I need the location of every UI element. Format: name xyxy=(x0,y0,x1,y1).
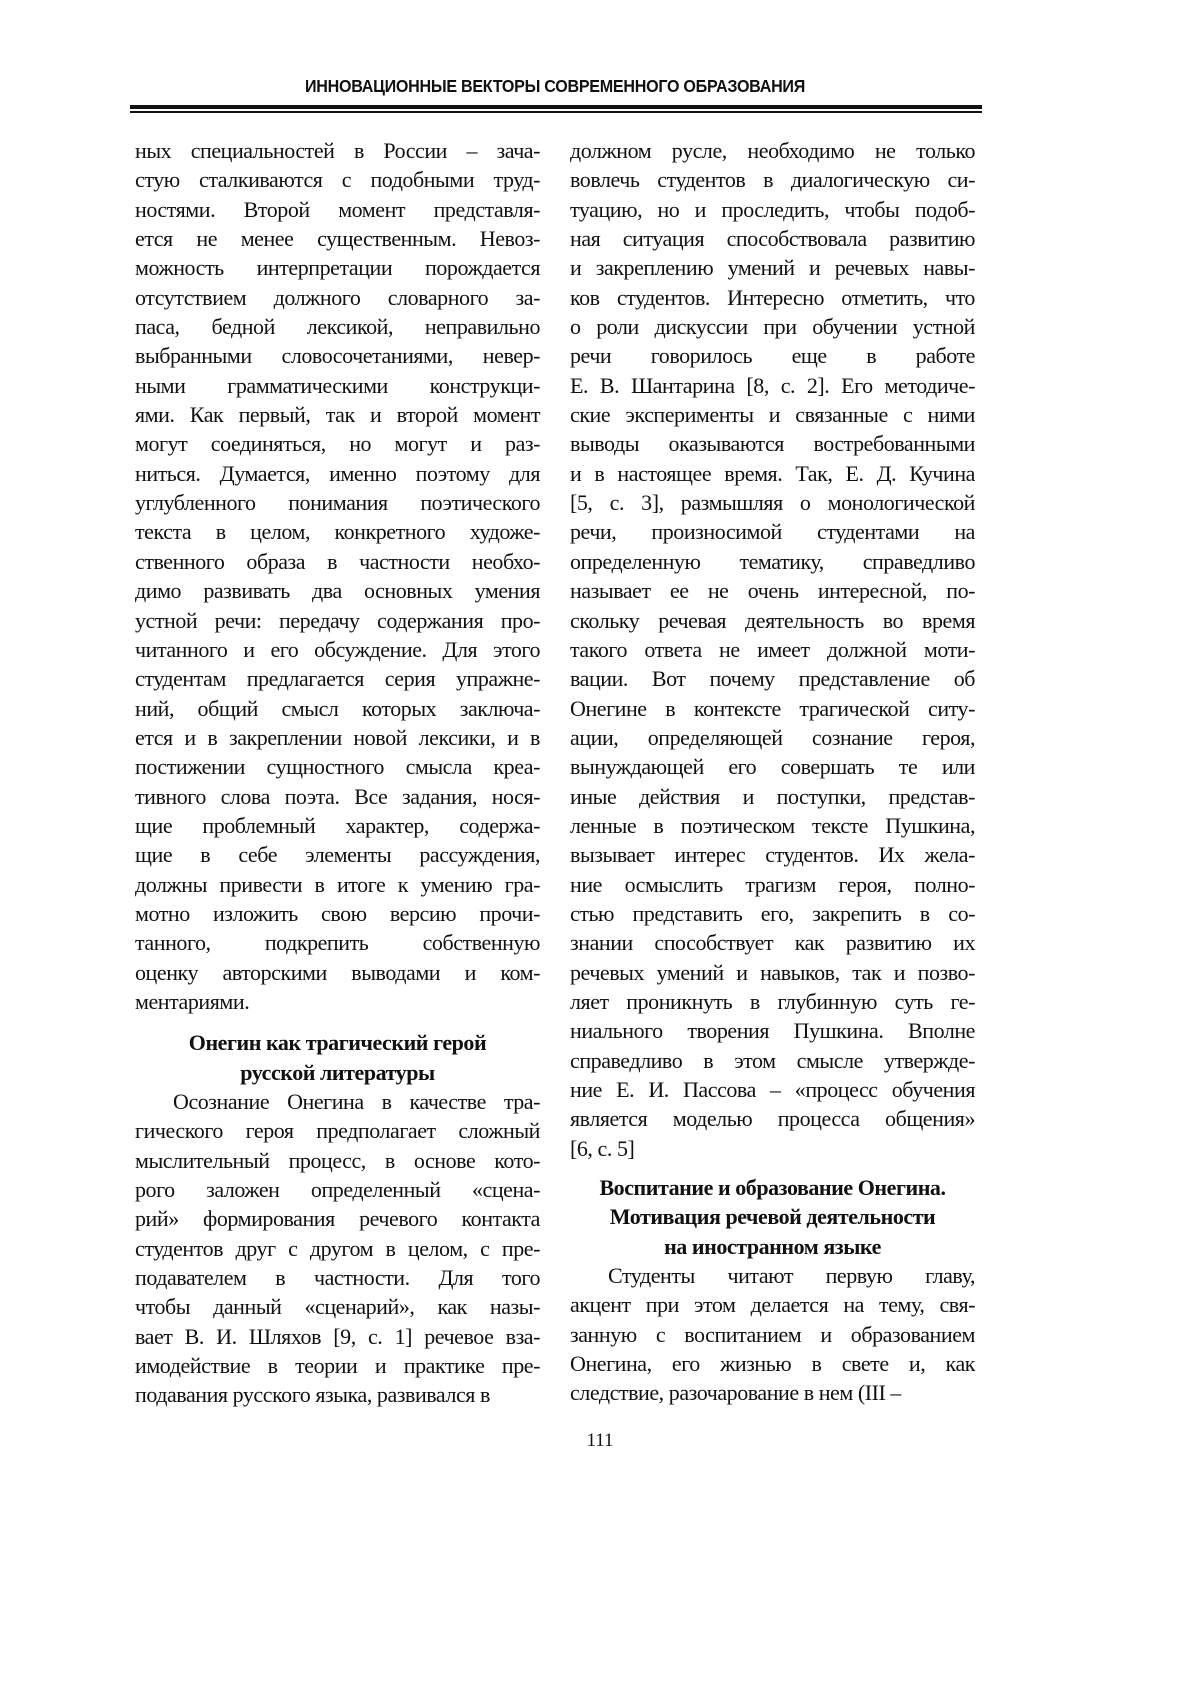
text-line: постижении сущностного смысла креа- xyxy=(135,752,540,781)
text-line: ские эксперименты и связанные с ними xyxy=(570,400,975,429)
text-line: ние осмыслить трагизм героя, полно- xyxy=(570,870,975,899)
text-line: рий» формирования речевого контакта xyxy=(135,1204,540,1233)
text-line: мотно изложить свою версию прочи- xyxy=(135,899,540,928)
text-line: вает В. И. Шляхов [9, с. 1] речевое вза- xyxy=(135,1322,540,1351)
text-line: должном русле, необходимо не только xyxy=(570,136,975,165)
text-line: студентам предлагается серия упражне- xyxy=(135,664,540,693)
text-line: вынуждающей его совершать те или xyxy=(570,752,975,781)
header-rule-thin xyxy=(130,111,982,113)
paragraph xyxy=(570,1261,975,1408)
left-column xyxy=(135,136,540,1410)
spacer xyxy=(135,1016,540,1028)
text-line: и закреплению умений и речевых навы- xyxy=(570,253,975,282)
text-line: ется и в закреплении новой лексики, и в xyxy=(135,723,540,752)
text-line: студентов друг с другом в целом, с пре- xyxy=(135,1234,540,1263)
text-line: ляет проникнуть в глубинную суть ге- xyxy=(570,987,975,1016)
text-line: Осознание Онегина в качестве тра- xyxy=(135,1087,540,1116)
text-line: ации, определяющей сознание героя, xyxy=(570,723,975,752)
text-line: справедливо в этом смысле утвержде- xyxy=(570,1046,975,1075)
header-rule-thick xyxy=(130,105,982,109)
text-line: [5, с. 3], размышляя о монологической xyxy=(570,488,975,517)
text-line: ных специальностей в России – зача- xyxy=(135,136,540,165)
text-line: гического героя предполагает сложный xyxy=(135,1116,540,1145)
text-line: ниального творения Пушкина. Вполне xyxy=(570,1016,975,1045)
text-line: чтобы данный «сценарий», как назы- xyxy=(135,1292,540,1321)
text-line: имодействие в теории и практике пре- xyxy=(135,1351,540,1380)
text-line: ными грамматическими конструкци- xyxy=(135,371,540,400)
text-line: ственного образа в частности необхо- xyxy=(135,547,540,576)
text-line: вовлечь студентов в диалогическую си- xyxy=(570,165,975,194)
text-line: ков студентов. Интересно отметить, что xyxy=(570,283,975,312)
text-line: рого заложен определенный «сцена- xyxy=(135,1175,540,1204)
text-line: иные действия и поступки, представ- xyxy=(570,782,975,811)
text-line: димо развивать два основных умения xyxy=(135,576,540,605)
heading-line: Онегин как трагический герой xyxy=(135,1028,540,1057)
text-line: о роли дискуссии при обучении устной xyxy=(570,312,975,341)
text-line: ленные в поэтическом тексте Пушкина, xyxy=(570,811,975,840)
text-line: Студенты читают первую главу, xyxy=(570,1261,975,1290)
text-line: стую сталкиваются с подобными труд- xyxy=(135,165,540,194)
text-line: мыслительный процесс, в основе кото- xyxy=(135,1146,540,1175)
text-line: туацию, но и проследить, чтобы подоб- xyxy=(570,195,975,224)
text-line: отсутствием должного словарного за- xyxy=(135,283,540,312)
text-line: можность интерпретации порождается xyxy=(135,253,540,282)
text-line: вызывает интерес студентов. Их жела- xyxy=(570,840,975,869)
heading-line: Воспитание и образование Онегина. xyxy=(570,1173,975,1202)
running-header: ИННОВАЦИОННЫЕ ВЕКТОРЫ СОВРЕМЕННОГО ОБРАЗОВАНИЯ xyxy=(164,76,946,97)
text-line: такого ответа не имеет должной моти- xyxy=(570,635,975,664)
text-line: Онегине в контексте трагической ситу- xyxy=(570,694,975,723)
text-line: устной речи: передачу содержания про- xyxy=(135,606,540,635)
text-line: называет ее не очень интересной, по- xyxy=(570,576,975,605)
text-line: ная ситуация способствовала развитию xyxy=(570,224,975,253)
text-line: стью представить его, закрепить в со- xyxy=(570,899,975,928)
text-line: речи, произносимой студентами на xyxy=(570,517,975,546)
text-line: ментариями. xyxy=(135,987,540,1016)
text-line: текста в целом, конкретного художе- xyxy=(135,517,540,546)
text-line: знании способствует как развитию их xyxy=(570,928,975,957)
text-line: подавания русского языка, развивался в xyxy=(135,1380,540,1409)
section-heading xyxy=(135,1028,540,1087)
paragraph xyxy=(570,136,975,1163)
text-line: Онегина, его жизнью в свете и, как xyxy=(570,1349,975,1378)
text-line: определенную тематику, справедливо xyxy=(570,547,975,576)
text-line: выводы оказываются востребованными xyxy=(570,429,975,458)
text-line: вации. Вот почему представление об xyxy=(570,664,975,693)
text-line: речи говорилось еще в работе xyxy=(570,341,975,370)
text-line: оценку авторскими выводами и ком- xyxy=(135,958,540,987)
heading-line: Мотивация речевой деятельности xyxy=(570,1202,975,1231)
page-number: 111 xyxy=(0,1430,1200,1452)
text-line: подавателем в частности. Для того xyxy=(135,1263,540,1292)
text-line: ние Е. И. Пассова – «процесс обучения xyxy=(570,1075,975,1104)
text-line: щие проблемный характер, содержа- xyxy=(135,811,540,840)
text-line: ностями. Второй момент представля- xyxy=(135,195,540,224)
text-line: выбранными словосочетаниями, невер- xyxy=(135,341,540,370)
text-line: танного, подкрепить собственную xyxy=(135,928,540,957)
text-line: Е. В. Шантарина [8, с. 2]. Его методиче- xyxy=(570,371,975,400)
text-line: и в настоящее время. Так, Е. Д. Кучина xyxy=(570,459,975,488)
heading-line: русской литературы xyxy=(135,1058,540,1087)
text-line: акцент при этом делается на тему, свя- xyxy=(570,1290,975,1319)
text-line: паса, бедной лексикой, неправильно xyxy=(135,312,540,341)
right-column xyxy=(570,136,975,1408)
text-line: занную с воспитанием и образованием xyxy=(570,1320,975,1349)
text-line: [6, с. 5] xyxy=(570,1134,975,1163)
spacer xyxy=(570,1163,975,1173)
section-heading xyxy=(570,1173,975,1261)
text-line: скольку речевая деятельность во время xyxy=(570,606,975,635)
text-line: ется не менее существенным. Невоз- xyxy=(135,224,540,253)
paragraph xyxy=(135,136,540,1016)
text-line: должны привести в итоге к умению гра- xyxy=(135,870,540,899)
text-line: читанного и его обсуждение. Для этого xyxy=(135,635,540,664)
text-line: является моделью процесса общения» xyxy=(570,1104,975,1133)
text-line: ний, общий смысл которых заключа- xyxy=(135,694,540,723)
text-line: углубленного понимания поэтического xyxy=(135,488,540,517)
text-line: следствие, разочарование в нем (III – xyxy=(570,1378,975,1407)
text-line: ями. Как первый, так и второй момент xyxy=(135,400,540,429)
heading-line: на иностранном языке xyxy=(570,1232,975,1261)
text-line: ниться. Думается, именно поэтому для xyxy=(135,459,540,488)
text-line: речевых умений и навыков, так и позво- xyxy=(570,958,975,987)
text-line: щие в себе элементы рассуждения, xyxy=(135,840,540,869)
paragraph xyxy=(135,1087,540,1410)
text-line: тивного слова поэта. Все задания, нося- xyxy=(135,782,540,811)
text-line: могут соединяться, но могут и раз- xyxy=(135,429,540,458)
